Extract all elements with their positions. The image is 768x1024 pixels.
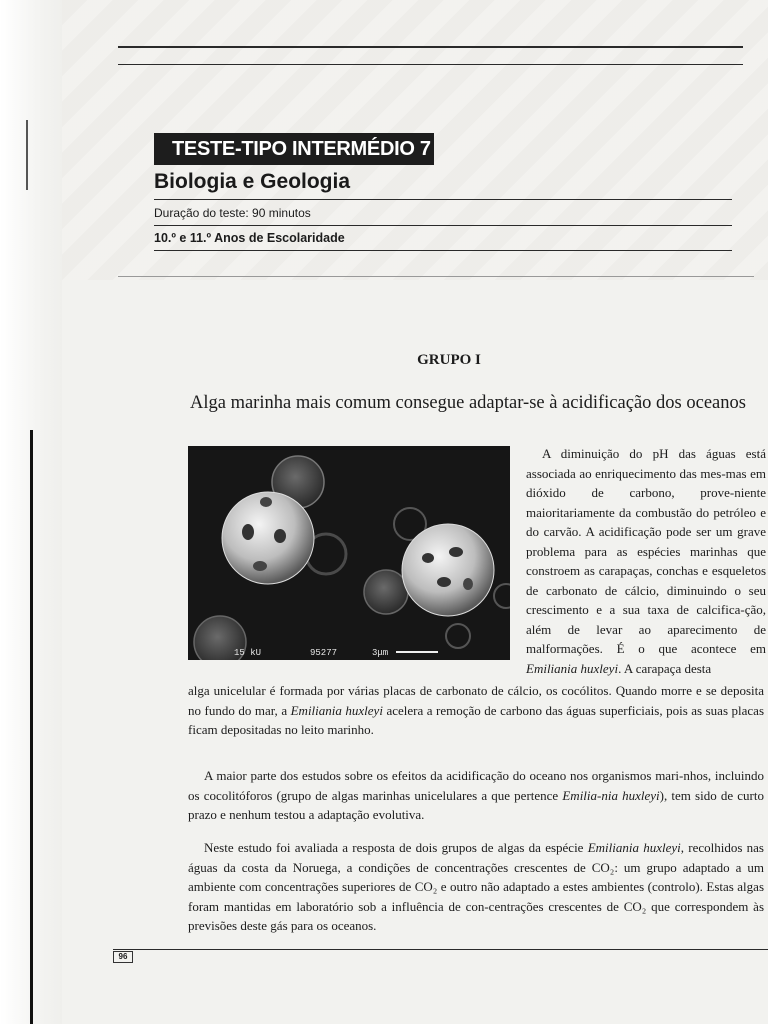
group-heading: GRUPO I (417, 352, 481, 368)
test-duration: Duração do teste: 90 minutos (154, 206, 311, 220)
header-top-rule (118, 46, 743, 48)
duration-rule (154, 225, 732, 226)
micrograph-voltage: 15 kU (234, 648, 262, 658)
scan-mark (26, 120, 28, 190)
coccolithophore-illustration (188, 446, 510, 660)
paragraph-1-cont-end: acelera a remoção de carbono das águas superficiais, pois as suas placas ficam depositadas no leito marinho. (188, 702, 765, 737)
micrograph-scale-info (188, 646, 510, 660)
school-years: 10.º e 11.º Anos de Escolaridade (154, 231, 345, 245)
subject-rule (154, 199, 732, 200)
species-name: Emiliania huxleyi (526, 660, 619, 676)
paragraph-2 (188, 766, 764, 825)
subject-title: Biologia e Geologia (154, 170, 351, 193)
header-bottom-rule (118, 276, 754, 277)
paragraph-3-text: Neste estudo foi avaliada a resposta de dois grupos de algas da espécie (204, 840, 588, 855)
paragraph-1-text: A diminuição do pH das águas está associada ao enriquecimento das mes-mas em dióxido de carbono, prove-niente maioritariamente da combustão do petróleo e do carvão. A acidificação pode ser um grave problema para as espécies marinhas que constroem as carapaças, conchas e esqueletos de carbonato de cálcio, diminuindo o seu crescimento e a sua taxa de calcifica-ção, além de levar ao aparecimento de malformações. É o que acontece em (526, 446, 766, 656)
paragraph-3 (188, 838, 764, 936)
micrograph-image (188, 446, 510, 660)
paragraph-2-text: A maior parte dos estudos sobre os efeitos da acidificação do oceano nos organismos mari-nhos, incluindo os cocolitóforos (grupo de algas marinhas unicelulares a que pertence (188, 768, 764, 803)
paragraph-3-end: , recolhidos nas águas da costa da Noruega, a condições de concentrações crescentes de CO₂: um grupo adaptado a um ambiente com concentrações superiores de CO₂ e outro não adaptado a estes ambientes (controlo). Estas algas foram mantidas em laboratório sob a influência de con-centrações crescentes de CO₂ que correspondem às previsões deste gás para os oceanos. (188, 840, 764, 933)
page-left-edge (0, 0, 62, 1024)
page-number: 96 (113, 951, 133, 963)
micrograph-number: 95277 (310, 648, 338, 658)
paragraph-1-side (526, 444, 766, 678)
micrograph-scale: 3μm (372, 648, 389, 658)
paragraph-1-end: . A carapaça desta (618, 660, 712, 676)
species-name: Emiliania huxleyi (290, 702, 383, 718)
header-second-rule (118, 64, 743, 65)
paragraph-1-cont-text: alga unicelular é formada por várias placas de carbonato de cálcio, os cocólitos. Quando morre e se deposita no fundo do mar, a (188, 683, 764, 718)
footer-rule (113, 949, 768, 950)
species-name: Emiliania huxleyi (587, 840, 681, 855)
paragraph-2-end: ), tem sido de curto prazo e nenhum testou a adaptação evolutiva. (188, 787, 764, 822)
test-title: TESTE-TIPO INTERMÉDIO 7 (154, 133, 434, 165)
grades-rule (154, 250, 732, 251)
species-name: Emilia-nia huxleyi (562, 787, 660, 803)
article-headline: Alga marinha mais comum consegue adaptar-se à acidificação dos oceanos (190, 393, 746, 413)
paragraph-1-continuation (188, 681, 764, 740)
